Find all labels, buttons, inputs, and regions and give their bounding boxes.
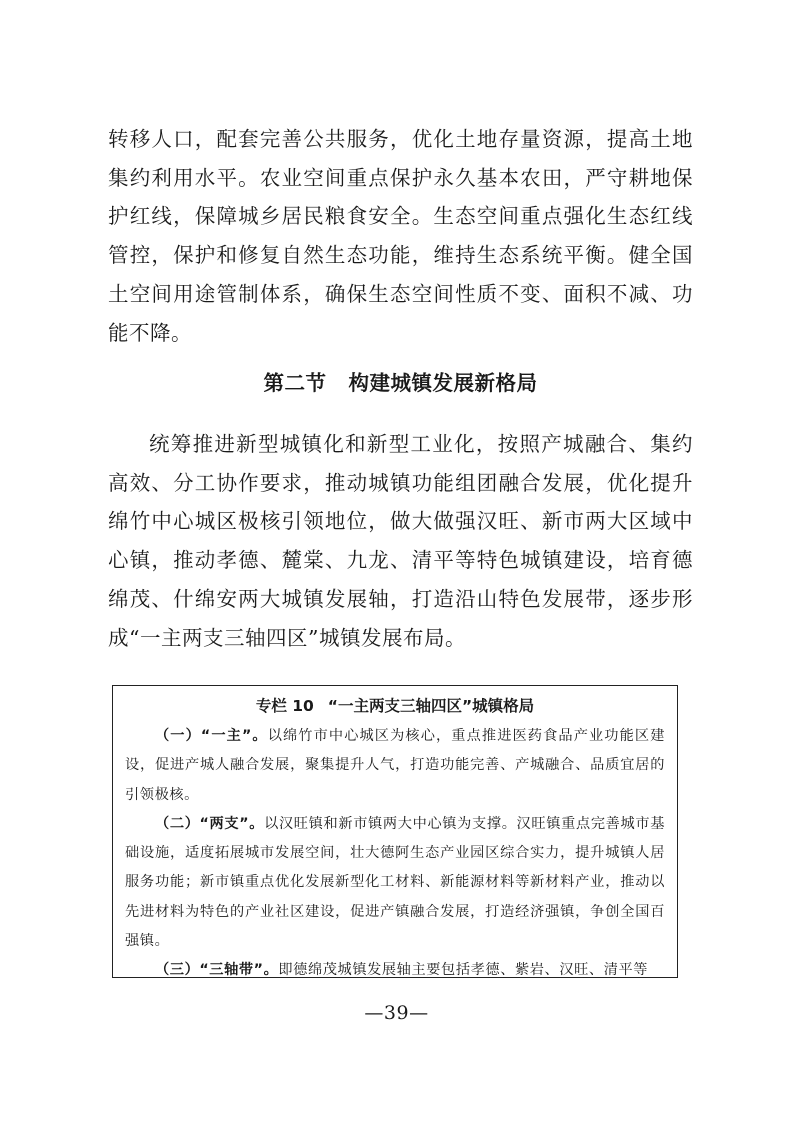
box-title-text: “一主两支三轴四区”城镇格局: [327, 697, 535, 715]
section-number: 第二节: [263, 371, 327, 395]
box-item-text: 即德绵茂城镇发展轴主要包括孝德、紫岩、汉旺、清平等: [278, 962, 649, 978]
box-item: [125, 810, 665, 956]
box-item-text: 以绵竹市中心城区为核心，重点推进医药食品产业功能区建设，促进产城人融合发展，聚集提升人气，打造功能完善、产城融合、品质宜居的引领极核。: [125, 728, 665, 803]
box-item-text: 以汉旺镇和新市镇两大中心镇为支撑。汉旺镇重点完善城市基础设施，适度拓展城市发展空间，壮大德阿生态产业园区综合实力，提升城镇人居服务功能；新市镇重点优化发展新型化工材料、新能源材料等新材料产业，推动以先进材料为特色的产业社区建设，促进产镇融合发展，打造经济强镇，争创全国百强镇。: [125, 815, 666, 950]
box-label: 专栏 10: [255, 697, 314, 715]
body-paragraph: 统筹推进新型城镇化和新型工业化，按照产城融合、集约高效、分工协作要求，推动城镇功能组团融合发展，优化提升绵竹中心城区极核引领地位，做大做强汉旺、新市两大区域中心镇，推动孝德、麓棠、九龙、清平等特色城镇建设，培育德绵茂、什绵安两大城镇发展轴，打造沿山特色发展带，逐步形成“一主两支三轴四区”城镇发展布局。: [108, 432, 693, 650]
body-paragraph: 转移人口，配套完善公共服务，优化土地存量资源，提高土地集约利用水平。农业空间重点保护永久基本农田，严守耕地保护红线，保障城乡居民粮食安全。生态空间重点强化生态红线管控，保护和修复自然生态功能，维持生态系统平衡。健全国土空间用途管制体系，确保生态空间性质不变、面积不减、功能不降。: [108, 127, 693, 345]
column-box: [112, 685, 678, 978]
box-item-lead: （三）“三轴带”。: [155, 962, 279, 978]
box-item: [125, 956, 665, 978]
section-heading: [108, 366, 693, 396]
box-item-lead: （一）“一主”。: [155, 728, 268, 744]
box-item-lead: （二）“两支”。: [155, 815, 265, 832]
box-item: [125, 722, 665, 810]
page-number: —39—: [364, 1002, 429, 1024]
box-title: [125, 693, 665, 719]
section-title: 构建城镇发展新格局: [348, 371, 538, 395]
